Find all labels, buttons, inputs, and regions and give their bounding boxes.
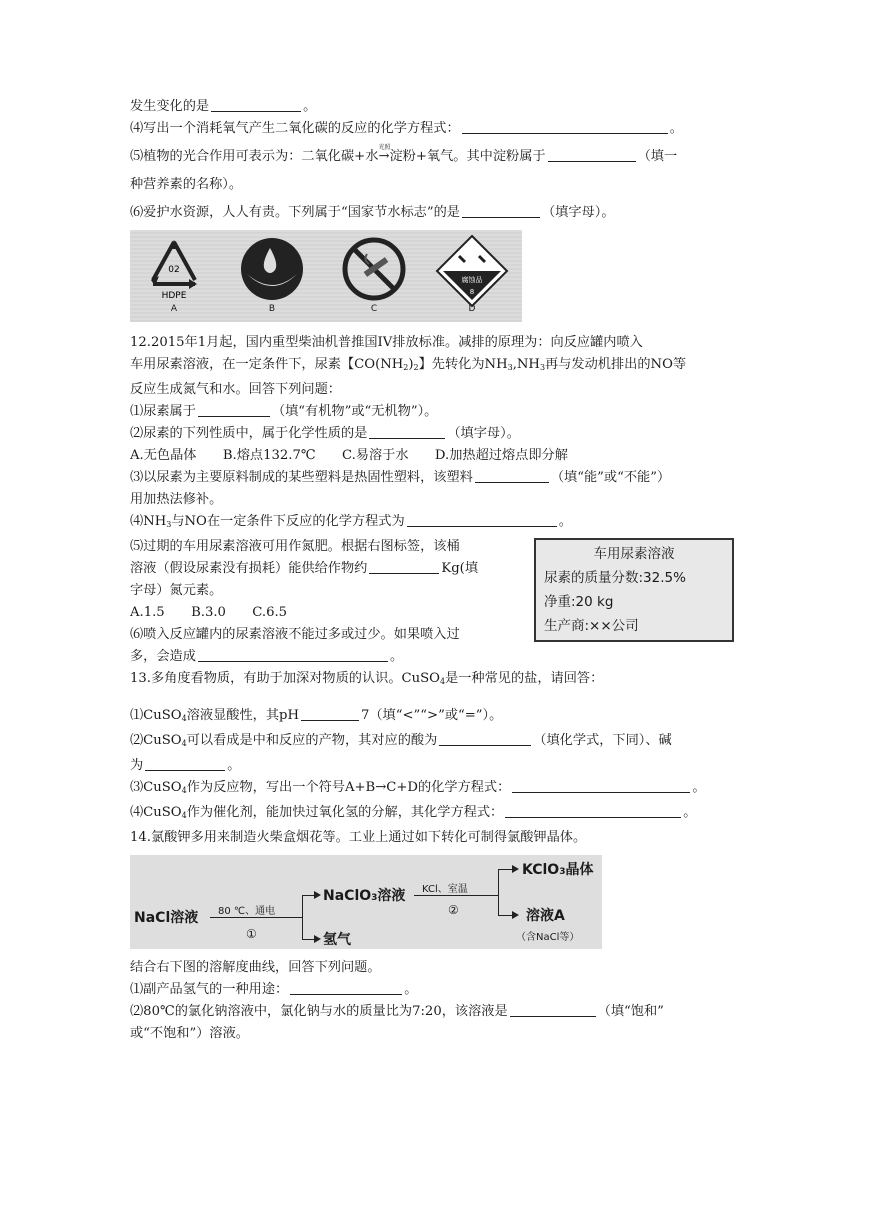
answer-blank[interactable] bbox=[510, 1002, 596, 1017]
step2-number: ② bbox=[448, 903, 459, 917]
question-12-1: ⑴尿素属于 （填“有机物”或“无机物”）。 bbox=[130, 404, 438, 419]
label-row: 尿素的质量分数:32.5% bbox=[544, 570, 686, 586]
question-14-2: ⑵80℃的氯化钠溶液中，氯化钠与水的质量比为7:20，该溶液是 （填“饱和” bbox=[130, 1004, 664, 1019]
flow-line bbox=[498, 915, 512, 916]
step2-condition: KCl、室温 bbox=[422, 884, 468, 895]
recycle-text: HDPE bbox=[161, 291, 187, 301]
process-diagram bbox=[130, 855, 602, 949]
arrow-head bbox=[314, 891, 321, 899]
question-12-intro: 12.2015年1月起，国内重型柴油机普推国IV排放标准。减排的原理为：向反应罐内喷入 bbox=[130, 335, 643, 350]
question-12-4: $⑷NH_3$与NO在一定条件下反应的化学方程式为 。 bbox=[130, 514, 572, 529]
node-naclo3-solution: NaClO3溶液 bbox=[323, 888, 406, 904]
label-row: 净重:20 kg bbox=[544, 594, 614, 610]
answer-blank[interactable] bbox=[211, 97, 301, 112]
corrosive-num: 8 bbox=[469, 288, 475, 296]
symbol-b bbox=[232, 234, 312, 318]
question-12-5: ⑸过期的车用尿素溶液可用作氮肥。根据右图标签，该桶 bbox=[130, 539, 460, 554]
question-12-6: ⑹喷入反应罐内的尿素溶液不能过多或过少。如果喷入过 bbox=[130, 627, 460, 642]
reaction-arrow: 光照 → bbox=[378, 144, 391, 164]
branch-line bbox=[302, 895, 303, 939]
text-line: 或“不饱和”）溶液。 bbox=[130, 1026, 249, 1041]
exam-page bbox=[130, 96, 742, 1045]
corrosive-text: 腐蚀品 bbox=[461, 276, 483, 284]
answer-blank[interactable] bbox=[301, 706, 359, 721]
flow-line bbox=[498, 869, 512, 870]
solution-a-note: （含NaCl等） bbox=[516, 932, 580, 943]
answer-blank[interactable] bbox=[512, 778, 690, 793]
option-label: A bbox=[170, 304, 178, 314]
symbol-options-image bbox=[130, 230, 522, 322]
text-line: 种营养素的名称）。 bbox=[130, 177, 243, 192]
label-title: 车用尿素溶液 bbox=[593, 546, 675, 562]
no-smoking-icon bbox=[339, 234, 409, 304]
label-row: 生产商:××公司 bbox=[544, 618, 639, 634]
question-13-4: ⑷CuSO$_4$作为催化剂，能加快过氧化氢的分解，其化学方程式： 。 bbox=[130, 805, 697, 820]
text-line: 多，会造成 。 bbox=[130, 649, 404, 664]
answer-blank[interactable] bbox=[548, 147, 636, 162]
text-line: 用加热法修补。 bbox=[130, 492, 223, 507]
water-saving-icon bbox=[237, 234, 307, 304]
answer-blank[interactable] bbox=[475, 468, 549, 483]
text-line: 反应生成氮气和水。回答下列问题： bbox=[130, 382, 341, 397]
question-11-6: ⑹爱护水资源，人人有责。下列属于“国家节水标志”的是 （填字母）。 bbox=[130, 205, 615, 220]
option-label: C bbox=[370, 304, 378, 314]
question-14-intro: 14.氯酸钾多用来制造火柴盒烟花等。工业上通过如下转化可制得氯酸钾晶体。 bbox=[130, 830, 587, 845]
symbol-d bbox=[432, 234, 512, 318]
answer-blank[interactable] bbox=[198, 647, 388, 662]
question-14-1: ⑴副产品氢气的一种用途： 。 bbox=[130, 982, 418, 997]
question-13-3: ⑶CuSO$_4$作为反应物，写出一个符号A+B→C+D的化学方程式： 。 bbox=[130, 780, 706, 795]
text-line: 发生变化的是 。 bbox=[130, 99, 317, 114]
symbol-a bbox=[134, 234, 214, 318]
node-solution-a: 溶液A bbox=[526, 908, 565, 924]
answer-blank[interactable] bbox=[145, 756, 225, 771]
answer-blank[interactable] bbox=[198, 402, 270, 417]
answer-blank[interactable] bbox=[407, 512, 557, 527]
urea-label-box bbox=[534, 538, 734, 642]
question-13-2: ⑵CuSO$_4$可以看成是中和反应的产物，其对应的酸为 （填化学式，下同）、碱 bbox=[130, 733, 672, 748]
node-hydrogen: 氢气 bbox=[323, 932, 351, 948]
answer-blank[interactable] bbox=[369, 424, 445, 439]
text-line: 溶液（假设尿素没有损耗）能供给作物约 Kg(填 bbox=[130, 561, 479, 576]
question-12-2: ⑵尿素的下列性质中，属于化学性质的是 （填字母）。 bbox=[130, 426, 520, 441]
answer-blank[interactable] bbox=[439, 731, 531, 746]
recycle-icon bbox=[139, 234, 209, 304]
arrow-head bbox=[314, 935, 321, 943]
answer-blank[interactable] bbox=[290, 980, 402, 995]
question-11-4: ⑷写出一个消耗氧气产生二氧化碳的反应的化学方程式： 。 bbox=[130, 121, 683, 136]
symbol-c bbox=[334, 234, 414, 318]
answer-blank[interactable] bbox=[462, 203, 540, 218]
text-line: 车用尿素溶液，在一定条件下，尿素【$CO(NH_2)_2$】先转化为$NH_3,NH_3$再与发动机排出的NO等 bbox=[130, 357, 687, 372]
arrow-head bbox=[512, 911, 519, 919]
branch-line bbox=[498, 869, 499, 915]
text-line: 为 。 bbox=[130, 758, 241, 773]
question-12-3: ⑶以尿素为主要原料制成的某些塑料是热固性塑料，该塑料 （填“能”或“不能”） bbox=[130, 470, 671, 485]
node-kclo3-crystal: KClO3晶体 bbox=[522, 862, 594, 878]
answer-blank[interactable] bbox=[505, 803, 681, 818]
question-12-2-options: A.无色晶体 B.熔点132.7℃ C.易溶于水 D.加热超过熔点即分解 bbox=[130, 448, 568, 463]
answer-blank[interactable] bbox=[369, 559, 439, 574]
option-label: D bbox=[468, 304, 476, 314]
node-nacl-solution: NaCl溶液 bbox=[134, 910, 199, 926]
question-11-5: ⑸植物的光合作用可表示为：二氧化碳+水 光照 →淀粉+氧气。其中淀粉属于 （填一 bbox=[130, 146, 742, 168]
question-12-5-block bbox=[130, 536, 742, 668]
flow-line bbox=[302, 939, 314, 940]
text-line: 结合右下图的溶解度曲线，回答下列问题。 bbox=[130, 960, 381, 975]
answer-blank[interactable] bbox=[462, 119, 668, 134]
arrow-head bbox=[512, 865, 519, 873]
question-13-intro: 13.多角度看物质，有助于加深对物质的认识。CuSO$_4$是一种常见的盐，请回答： bbox=[130, 671, 604, 686]
corrosive-icon bbox=[435, 234, 509, 308]
flow-line bbox=[302, 895, 314, 896]
question-13-1: ⑴CuSO$_4$溶液显酸性，其pH 7（填“<”“>”或“=”）。 bbox=[130, 708, 503, 723]
text-line: 字母）氮元素。 bbox=[130, 583, 223, 598]
step1-number: ① bbox=[246, 927, 257, 941]
option-label: B bbox=[268, 304, 276, 314]
step1-condition: 80 ℃、通电 bbox=[218, 906, 276, 917]
question-12-5-options: A.1.5 B.3.0 C.6.5 bbox=[130, 605, 288, 620]
recycle-code: 02 bbox=[168, 265, 180, 275]
